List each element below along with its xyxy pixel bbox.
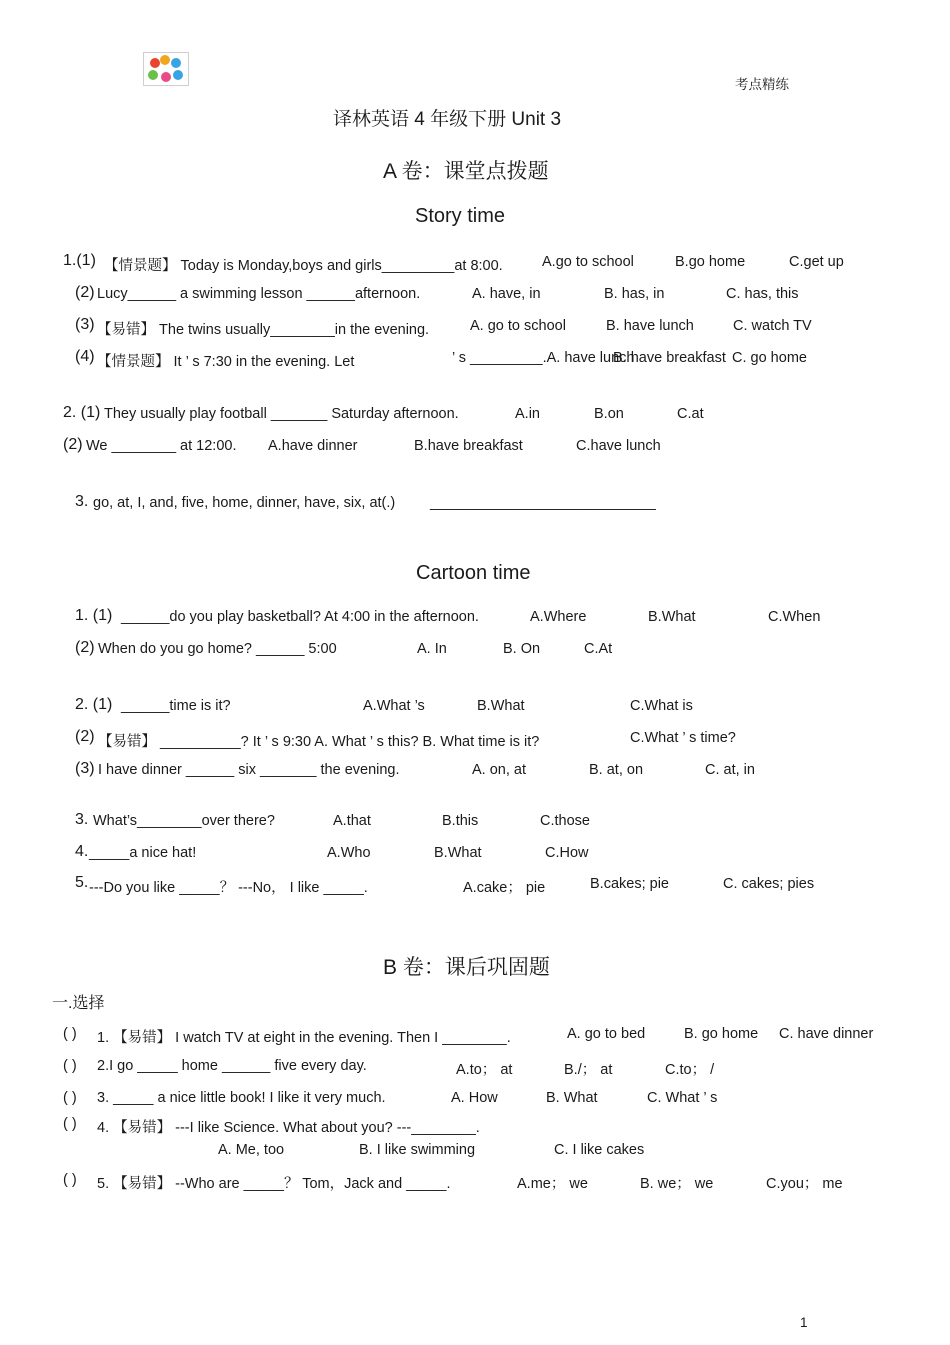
question-text: When do you go home? ______ 5:00 xyxy=(98,641,337,657)
option-b: B./； at xyxy=(564,1062,613,1078)
option-b: B. go home xyxy=(684,1026,759,1042)
option-c: C. I like cakes xyxy=(554,1142,645,1158)
option-c: C.at xyxy=(677,406,704,422)
question-text: 【情景题】 It ’ s 7:30 in the evening. Let xyxy=(97,354,355,370)
question-text: ______time is it? xyxy=(121,698,231,714)
option-c: C.those xyxy=(540,813,590,829)
question-text-continued: ’ s _________.A. have lunch xyxy=(452,350,635,366)
option-a: A. Me, too xyxy=(218,1142,285,1158)
question-number: 1.(1) xyxy=(63,252,96,269)
option-b: B.What xyxy=(648,609,696,625)
question-number: (3) xyxy=(75,760,95,777)
option-a: A.Who xyxy=(327,845,371,861)
section-a-title: A 卷：课堂点拨题 xyxy=(383,160,549,183)
option-b: B.on xyxy=(594,406,624,422)
option-c: C.get up xyxy=(789,254,844,270)
question-number: 3. xyxy=(75,493,89,510)
question-text: ______do you play basketball? At 4:00 in the afternoon. xyxy=(121,609,479,625)
option-c: C.What ’ s time? xyxy=(630,730,736,746)
question-number: (2) xyxy=(75,284,95,301)
page-title: 译林英语 4 年级下册 Unit 3 xyxy=(333,109,562,130)
option-a: A.Where xyxy=(530,609,587,625)
option-a: A. In xyxy=(417,641,447,657)
option-b: B. at, on xyxy=(589,762,644,778)
option-b: B.What xyxy=(477,698,525,714)
option-c: C.to； / xyxy=(665,1062,715,1078)
option-a: A.have dinner xyxy=(268,438,358,454)
option-a: A.cake； pie xyxy=(463,880,546,896)
option-c: C. has, this xyxy=(726,286,799,302)
question-number: 2. (1) xyxy=(63,404,101,421)
page-number: 1 xyxy=(800,1315,808,1330)
question-text: What’s________over there? xyxy=(93,813,275,829)
option-b: B. we； we xyxy=(640,1176,714,1192)
question-number: 5. xyxy=(75,874,89,891)
option-a: A.What ’s xyxy=(363,698,425,714)
option-c: C.you； me xyxy=(766,1176,843,1192)
question-number: (4) xyxy=(75,348,95,365)
option-c: C. cakes; pies xyxy=(723,876,815,892)
question-number: (2) xyxy=(63,436,83,453)
question-text: They usually play football _______ Saturday afternoon. xyxy=(104,406,459,422)
option-c: C. watch TV xyxy=(733,318,812,334)
question-number: 2. (1) xyxy=(75,696,113,713)
option-a: A.go to school xyxy=(542,254,634,270)
question-number: (2) xyxy=(75,639,95,656)
question-number: 3. xyxy=(75,811,89,828)
option-b: B. have lunch xyxy=(606,318,694,334)
question-text: 【易错】 __________? It ’ s 9:30 A. What ’ s this? B. What time is it? xyxy=(98,734,540,750)
option-c: C. at, in xyxy=(705,762,755,778)
option-a: A.that xyxy=(333,813,371,829)
answer-paren: ( ) xyxy=(63,1172,77,1188)
option-c: C.When xyxy=(768,609,821,625)
option-a: A. go to school xyxy=(470,318,566,334)
option-a: A.to； at xyxy=(456,1062,513,1078)
option-a: A.in xyxy=(515,406,540,422)
question-text: 5. 【易错】 --Who are _____？ Tom，Jack and _____. xyxy=(97,1176,451,1192)
option-b-overlap: B. have breakfast xyxy=(613,350,726,366)
question-text: 4. 【易错】 ---I like Science. What about you? ---________. xyxy=(97,1120,480,1136)
question-text: We ________ at 12:00. xyxy=(86,438,237,454)
option-c: C.have lunch xyxy=(576,438,661,454)
question-text: go, at, I, and, five, home, dinner, have, six, at(.) xyxy=(93,495,396,511)
option-c: C. What ’ s xyxy=(647,1090,718,1106)
option-b: B. has, in xyxy=(604,286,665,302)
answer-paren: ( ) xyxy=(63,1116,77,1132)
option-b: B.this xyxy=(442,813,479,829)
answer-paren: ( ) xyxy=(63,1058,77,1074)
option-a: A. How xyxy=(451,1090,498,1106)
answer-paren: ( ) xyxy=(63,1026,77,1042)
option-c: C. have dinner xyxy=(779,1026,874,1042)
option-a: A. have, in xyxy=(472,286,541,302)
story-time-heading: Story time xyxy=(415,205,506,227)
question-number: (2) xyxy=(75,728,95,745)
option-b: B.go home xyxy=(675,254,746,270)
section-b-title: B 卷：课后巩固题 xyxy=(383,956,550,979)
question-text: 【易错】 The twins usually________in the evening. xyxy=(97,322,430,338)
option-b: B. On xyxy=(503,641,541,657)
question-text: 3. _____ a nice little book! I like it very much. xyxy=(97,1090,386,1106)
option-b: B.What xyxy=(434,845,482,861)
option-b: B. I like swimming xyxy=(359,1142,476,1158)
option-b: B.cakes; pie xyxy=(590,876,669,892)
option-a: A. on, at xyxy=(472,762,527,778)
logo-icon xyxy=(143,52,189,86)
option-c: C. go home xyxy=(732,350,807,366)
option-c: C.At xyxy=(584,641,613,657)
question-text: 2.I go _____ home ______ five every day. xyxy=(97,1058,367,1074)
option-c: C.What is xyxy=(630,698,693,714)
option-c: C.How xyxy=(545,845,589,861)
question-number: (3) xyxy=(75,316,95,333)
question-number: 1. (1) xyxy=(75,607,113,624)
header-brand: 考点精练 xyxy=(735,77,789,92)
question-text: I have dinner ______ six _______ the evening. xyxy=(98,762,400,778)
question-text: ---Do you like _____？ ---No， I like _____. xyxy=(89,880,368,896)
option-a: A.me； we xyxy=(517,1176,588,1192)
question-number: 4. xyxy=(75,843,89,860)
choice-section-heading: 一.选择 xyxy=(52,995,105,1012)
cartoon-time-heading: Cartoon time xyxy=(416,562,531,584)
answer-paren: ( ) xyxy=(63,1090,77,1106)
option-a: A. go to bed xyxy=(567,1026,646,1042)
question-text: Lucy______ a swimming lesson ______afternoon. xyxy=(97,286,421,302)
question-text: 1. 【易错】 I watch TV at eight in the evening. Then I ________. xyxy=(97,1030,511,1046)
answer-blank: ____________________________ xyxy=(430,495,656,511)
option-b: B.have breakfast xyxy=(414,438,523,454)
question-text: _____a nice hat! xyxy=(89,845,197,861)
question-text: 【情景题】 Today is Monday,boys and girls_________at 8:00. xyxy=(104,258,503,274)
option-b: B. What xyxy=(546,1090,598,1106)
